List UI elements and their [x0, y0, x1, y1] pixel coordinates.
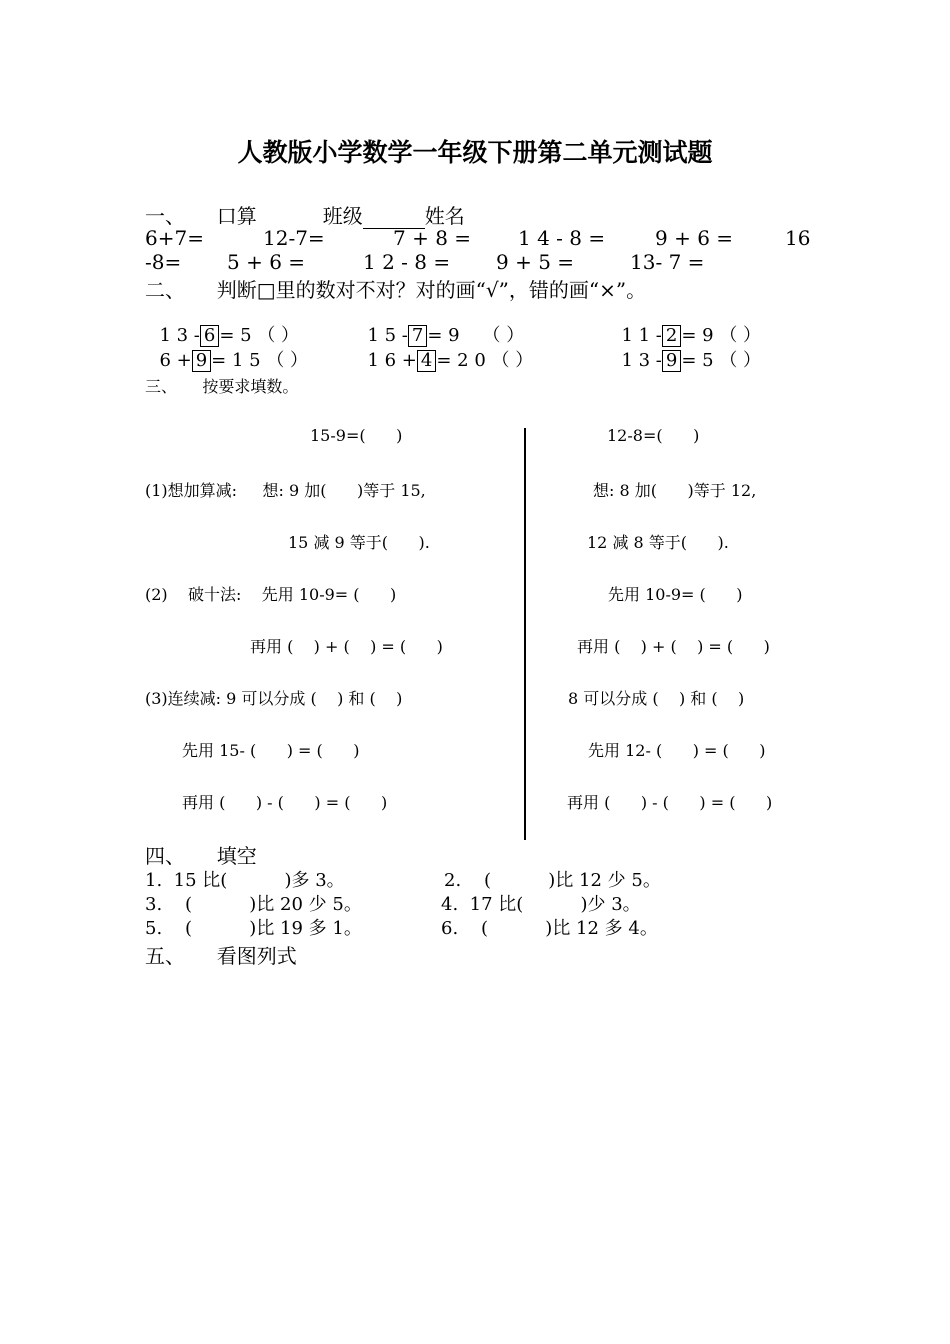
judge-item: [356, 325, 533, 372]
right-method3-line2: 先用 12- ( ) = ( ): [588, 741, 766, 760]
fill-item: 4. 17 比( )少 3。: [441, 894, 641, 915]
judge-pre: 6 +: [159, 350, 192, 371]
left-method1-line1: (1)想加算减: 想: 9 加( )等于 15,: [145, 481, 426, 500]
right-expression: 12-8=( ): [607, 426, 700, 445]
judge-box: 2: [662, 325, 681, 347]
judge-item: [148, 325, 308, 372]
oral-calc-item: 12-7=: [263, 226, 325, 250]
oral-calc-item: 7 + 8 =: [393, 226, 472, 250]
right-method2-line2: 再用 ( ) + ( ) = ( ): [577, 637, 770, 656]
oral-calc-item: 9 + 6 =: [655, 226, 734, 250]
judge-pre: 1 3 -: [159, 325, 200, 346]
judge-pre: 1 5 -: [367, 325, 408, 346]
section2-heading: 二、 判断□里的数对不对？对的画“√”，错的画“×”。: [145, 278, 647, 302]
left-method3-line3: 再用 ( ) - ( ) = ( ): [182, 793, 388, 812]
judge-post: = 5 （ ）: [681, 350, 762, 371]
judge-post: = 9 （ ）: [427, 325, 525, 346]
judge-post: = 5 （ ）: [219, 325, 300, 346]
oral-calc-item: 16: [785, 226, 811, 250]
fill-item: 6. ( )比 12 多 4。: [441, 918, 658, 939]
left-method2-line2: 再用 ( ) + ( ) = ( ): [250, 637, 443, 656]
fill-item: 2. ( )比 12 少 5。: [444, 870, 661, 891]
fill-item: 5. ( )比 19 多 1。: [145, 918, 362, 939]
column-divider: [524, 428, 526, 840]
right-method3-line3: 再用 ( ) - ( ) = ( ): [567, 793, 773, 812]
section3-heading: 三、 按要求填数。: [145, 377, 299, 396]
left-expression: 15-9=( ): [310, 426, 403, 445]
fill-item: 3. ( )比 20 少 5。: [145, 894, 362, 915]
oral-calc-item: 9 + 5 =: [496, 250, 575, 274]
left-method2-line1: (2) 破十法: 先用 10-9= ( ): [145, 585, 397, 604]
left-method3-line2: 先用 15- ( ) = ( ): [182, 741, 360, 760]
oral-calc-item: 6+7=: [145, 226, 204, 250]
judge-pre: 1 6 +: [367, 350, 417, 371]
judge-box: 9: [192, 350, 211, 372]
left-method1-line2: 15 减 9 等于( ).: [288, 533, 430, 552]
oral-calc-item: 13- 7 =: [630, 250, 705, 274]
left-method3-line1: (3)连续减: 9 可以分成 ( ) 和 ( ): [145, 689, 403, 708]
right-method1-line2: 12 减 8 等于( ).: [587, 533, 729, 552]
section1-heading: 一、 口算: [145, 204, 257, 228]
judge-box: 4: [417, 350, 436, 372]
oral-calc-item: 5 + 6 =: [227, 250, 306, 274]
oral-calc-item: 1 2 - 8 =: [363, 250, 451, 274]
judge-post: = 9 （ ）: [681, 325, 762, 346]
judge-post: = 1 5 （ ）: [211, 350, 309, 371]
right-method2-line1: 先用 10-9= ( ): [608, 585, 743, 604]
judge-pre: 1 1 -: [621, 325, 662, 346]
page-title: 人教版小学数学一年级下册第二单元测试题: [237, 138, 713, 167]
fill-item: 1. 15 比( )多 3。: [145, 870, 345, 891]
judge-box: 6: [200, 325, 219, 347]
right-method3-line1: 8 可以分成 ( ) 和 ( ): [568, 689, 745, 708]
right-method1-line1: 想: 8 加( )等于 12,: [593, 481, 757, 500]
judge-item: [610, 325, 761, 372]
name-label: 姓名: [424, 204, 465, 228]
section4-heading: 四、 填空: [145, 844, 257, 868]
judge-pre: 1 3 -: [621, 350, 662, 371]
judge-box: 9: [662, 350, 681, 372]
judge-post: = 2 0 （ ）: [436, 350, 534, 371]
judge-box: 7: [408, 325, 427, 347]
oral-calc-item: 1 4 - 8 =: [518, 226, 606, 250]
class-name-line: [310, 176, 465, 229]
oral-calc-item: -8=: [145, 250, 182, 274]
class-label: 班级: [322, 204, 363, 228]
section5-heading: 五、 看图列式: [145, 944, 297, 968]
